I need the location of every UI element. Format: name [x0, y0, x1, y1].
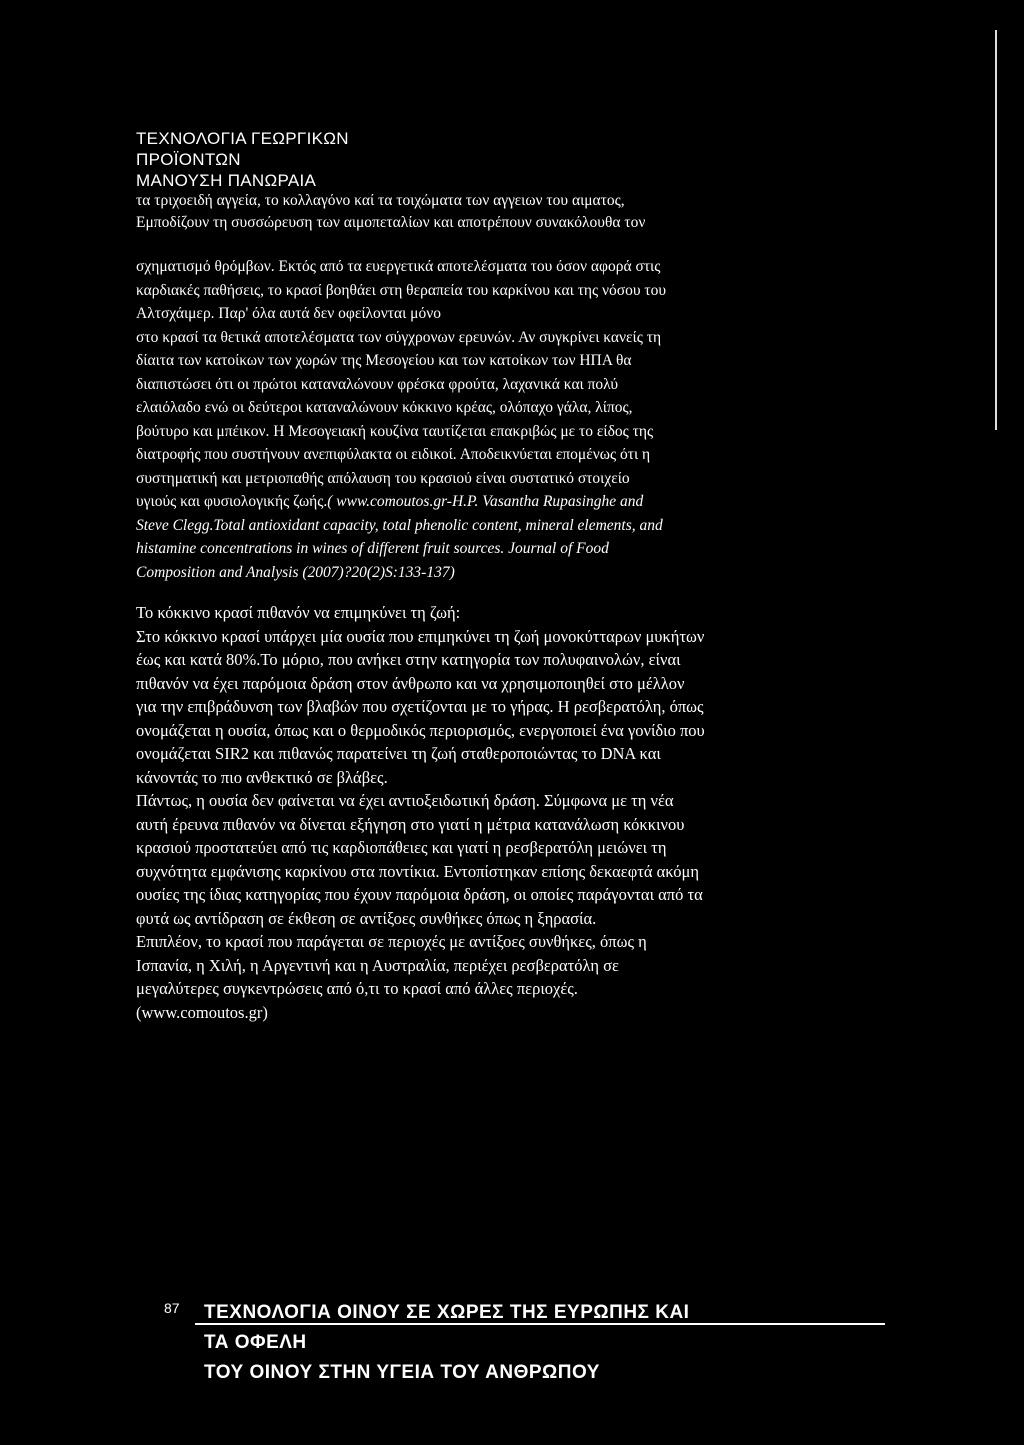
citation-line: Steve Clegg.Total antioxidant capacity, total phenolic content, mineral elements, and: [136, 516, 663, 534]
header-line-3: ΜΑΝΟΥΣΗ ΠΑΝΩΡΑΙΑ: [136, 171, 317, 190]
text-line: καρδιακές παθήσεις, το κρασί βοηθάει στη θεραπεία του καρκίνου και της νόσου του: [136, 281, 667, 299]
text-line: μεγαλύτερες συγκεντρώσεις από ό,τι το κρασί από άλλες περιοχές.: [136, 979, 578, 998]
header-line-1: ΤΕΧΝΟΛΟΓΙΑ ΓΕΩΡΓΙΚΩΝ: [136, 129, 349, 148]
text-line: διαπιστώσει ότι οι πρώτοι καταναλώνουν φρέσκα φρούτα, λαχανικά και πολύ: [136, 375, 619, 393]
paragraph-benefits: [136, 255, 856, 584]
text-line: ονομάζεται SIR2 και πιθανώς παρατείνει τη ζωή σταθεροποιώντας το DNA και: [136, 744, 661, 763]
paragraph-intro: [136, 190, 856, 234]
text-line: Επιπλέον, το κρασί που παράγεται σε περιοχές με αντίξοες συνθήκες, όπως η: [136, 932, 647, 951]
running-header: [136, 128, 856, 191]
header-line-2: ΠΡΟΪΟΝΤΩΝ: [136, 150, 241, 169]
text-line: δίαιτα των κατοίκων των χωρών της Μεσογείου και των κατοίκων των ΗΠΑ θα: [136, 352, 632, 369]
citation-line: histamine concentrations in wines of different fruit sources. Journal of Food: [136, 540, 609, 557]
source-link: (www.comoutos.gr): [136, 1002, 268, 1022]
section-subtitle: Το κόκκινο κρασί πιθανόν να επιμηκύνει τη ζωή:: [136, 603, 461, 622]
text-span: υγιούς και φυσιολογικής ζωής.: [136, 493, 328, 510]
footer-title-line-2: ΤΑ ΟΦΕΛΗ: [204, 1332, 307, 1353]
text-line: έως και κατά 80%.Το μόριο, που ανήκει στην κατηγορία των πολυφαινολών, είναι: [136, 650, 681, 669]
text-line: συχνότητα εμφάνισης καρκίνου στα ποντίκια. Εντοπίστηκαν επίσης δεκαεφτά ακόμη: [136, 861, 699, 881]
text-line: Στο κόκκινο κρασί υπάρχει μία ουσία που επιμηκύνει τη ζωή μονοκύτταρων μυκήτων: [136, 626, 705, 646]
text-line: Αλτσχάιμερ. Παρ' όλα αυτά δεν οφείλονται μόνο: [136, 305, 441, 322]
text-line: Πάντως, η ουσία δεν φαίνεται να έχει αντιοξειδωτική δράση. Σύμφωνα με τη νέα: [136, 791, 674, 810]
text-line: για την επιβράδυνση των βλαβών που σχετίζονται με το γήρας. Η ρεσβερατόλη, όπως: [136, 697, 704, 716]
text-line: ονομάζεται η ουσία, όπως και ο θερμοδικός περιορισμός, ενεργοποιεί ένα γονίδιο που: [136, 720, 705, 740]
page-number: 87: [164, 1300, 180, 1316]
text-line: βούτυρο και μπέικον. Η Μεσογειακή κουζίνα ταυτίζεται επακριβώς με το είδος της: [136, 422, 654, 440]
text-line: ελαιόλαδο ενώ οι δεύτεροι καταναλώνουν κόκκινο κρέας, ολόπαχο γάλα, λίπος,: [136, 399, 633, 416]
text-line: Ισπανία, η Χιλή, η Αργεντινή και η Αυστραλία, περιέχει ρεσβερατόλη σε: [136, 955, 619, 975]
paragraph-longevity: [136, 601, 856, 1024]
text-line: Εμποδίζουν τη συσσώρευση των αιμοπεταλίων και αποτρέπουν συνακόλουθα τον: [136, 214, 646, 231]
text-line: τα τριχοειδή αγγεία, το κολλαγόνο καί τα τοιχώματα των αγγειων του αιματος,: [136, 192, 625, 209]
text-line: κάνοντάς το πιο ανθεκτικό σε βλάβες.: [136, 767, 388, 787]
scan-edge-line: [995, 30, 997, 430]
text-line: σχηματισμό θρόμβων. Εκτός από τα ευεργετικά αποτελέσματα του όσον αφορά στις: [136, 258, 661, 275]
text-line: φυτά ως αντίδραση σε έκθεση σε αντίξοες συνθήκες όπως η ξηρασία.: [136, 908, 597, 928]
footer-title: [204, 1298, 689, 1388]
footer-title-line-1: ΤΕΧΝΟΛΟΓΙΑ ΟΙΝΟΥ ΣΕ ΧΩΡΕΣ ΤΗΣ ΕΥΡΩΠΗΣ ΚΑΙ: [204, 1302, 690, 1323]
text-line: ουσίες της ίδιας κατηγορίας που έχουν παρόμοια δράση, οι οποίες παράγονται από τα: [136, 885, 703, 904]
citation-start: ( www.comoutos.gr-H.P. Vasantha Rupasinghe and: [327, 493, 644, 510]
text-line: στο κρασί τα θετικά αποτελέσματα των σύγχρονων ερευνών. Αν συγκρίνει κανείς τη: [136, 328, 662, 346]
text-line: [136, 490, 856, 514]
text-line: συστηματική και μετριοπαθής απόλαυση του κρασιού είναι συστατικό στοιχείο: [136, 469, 630, 487]
text-line: αυτή έρευνα πιθανόν να δίνεται εξήγηση στο γιατί η μέτρια κατανάλωση κόκκινου: [136, 814, 685, 834]
footer-title-line-3: ΤΟΥ ΟΙΝΟΥ ΣΤΗΝ ΥΓΕΙΑ ΤΟΥ ΑΝΘΡΩΠΟΥ: [204, 1362, 600, 1383]
text-line: πιθανόν να έχει παρόμοια δράση στον άνθρωπο και να χρησιμοποιηθεί στο μέλλον: [136, 673, 685, 693]
citation-line: Composition and Analysis (2007)?20(2)S:133-137): [136, 563, 455, 581]
text-line: διατροφής που συστήνουν ανεπιφύλακτα οι ειδικοί. Αποδεικνύεται επομένως ότι η: [136, 446, 651, 463]
text-line: κρασιού προστατεύει από τις καρδιοπάθειες και γιατί η ρεσβερατόλη μειώνει τη: [136, 838, 667, 857]
